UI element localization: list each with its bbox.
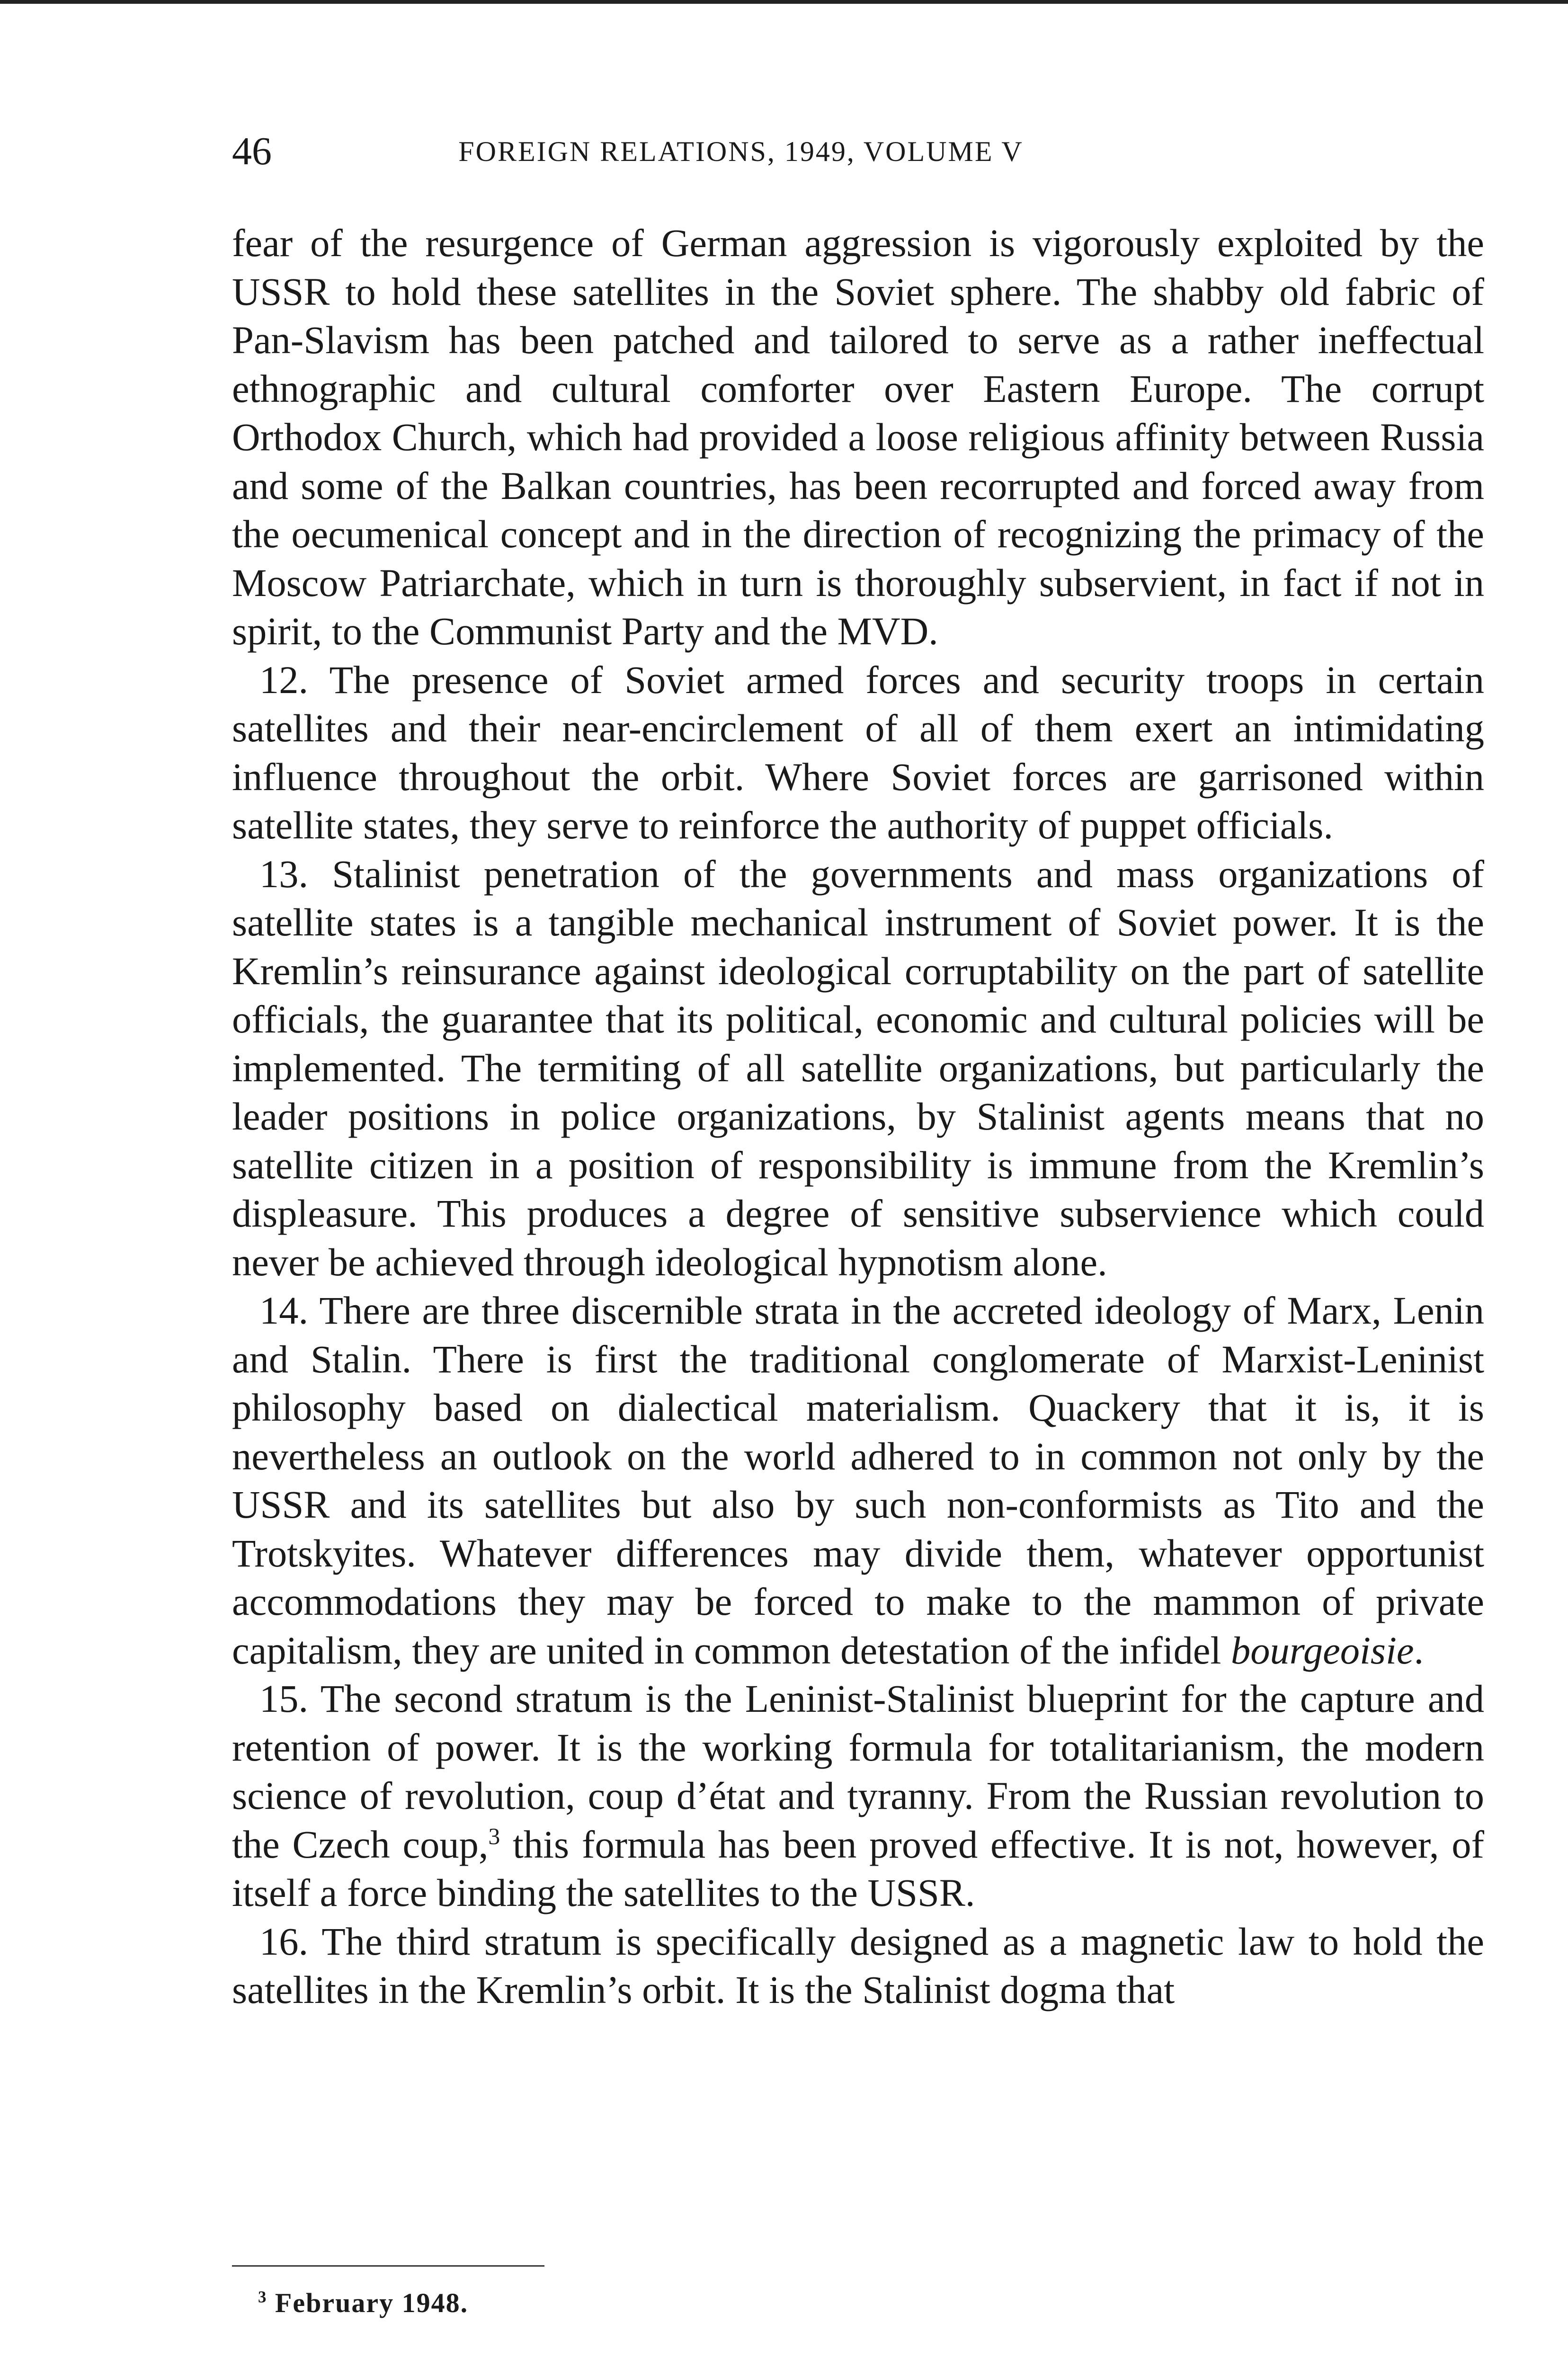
- paragraph-15-text-a: 15. The second stratum is the Leninist-Stalinist blueprint for the capture and retention of power. It is the working formula for totalitarianism, the modern science of revolution, coup d’état and tyranny. From the Russian revolution to the Czech coup,: [232, 1677, 1484, 1866]
- running-title: FOREIGN RELATIONS, 1949, VOLUME V: [458, 136, 1024, 167]
- paragraph-12: 12. The presence of Soviet armed forces and security troops in certain satellites and their near-encirclement of all of them exert an intimidating influence throughout the orbit. Where Soviet forces are garrisoned within satellite states, they serve to reinforce the authority of puppet officials.: [232, 658, 1484, 847]
- paragraph-14: [232, 1286, 1484, 1674]
- body-text: [232, 219, 1484, 2014]
- paragraph-14-text: 14. There are three discernible strata in the accreted ideology of Marx, Lenin and Stalin. There is first the traditional conglomerate of Marxist-Leninist philosophy based on dialectical materialism. Quackery that it is, it is nevertheless an outlook on the world adhered to in common not only by the USSR and its satellites but also by such non-conformists as Tito and the Trotskyites. Whatever differences may divide them, whatever opportunist accommodations they may be forced to make to the mammon of private capitalism, they are united in common detestation of the infidel: [232, 1289, 1484, 1672]
- paragraph-continued: fear of the resurgence of German aggression is vigorously exploited by the USSR to hold these satellites in the Soviet sphere. The shabby old fabric of Pan-Slavism has been patched and tailored to serve as a rather ineffectual ethnographic and cultural comforter over Eastern Europe. The corrupt Orthodox Church, which had provided a loose religious affinity between Russia and some of the Balkan countries, has been recorrupted and forced away from the oecumenical concept and in the direction of recognizing the primacy of the Moscow Patriarchate, which in turn is thoroughly subservient, in fact if not in spirit, to the Communist Party and the MVD.: [232, 221, 1484, 653]
- footnote: [258, 2284, 468, 2322]
- footnote-marker: 3: [258, 2287, 267, 2306]
- paragraph-15: [232, 1674, 1484, 1917]
- footnote-text: February 1948.: [267, 2287, 469, 2318]
- paragraph-14-italic-term: bourgeoisie: [1231, 1628, 1414, 1672]
- paragraph-13: 13. Stalinist penetration of the governments and mass organizations of satellite states is a tangible mechanical instrument of Soviet power. It is the Kremlin’s reinsurance against ideological corruptability on the part of satellite officials, the guarantee that its political, economic and cultural policies will be implemented. The termiting of all satellite organizations, but particularly the leader positions in police organizations, by Stalinist agents means that no satellite citizen in a position of responsibility is immune from the Kremlin’s displeasure. This produces a degree of sensitive subservience which could never be achieved through ideological hypnotism alone.: [232, 852, 1484, 1284]
- running-head: [232, 128, 1250, 175]
- footnote-reference[interactable]: 3: [488, 1823, 500, 1849]
- paragraph-15-text-b: this formula has been proved effective. It is not, however, of itself a force binding the satellites to the USSR.: [232, 1822, 1484, 1914]
- footnote-rule: [232, 2265, 544, 2267]
- paragraph-14-end: .: [1414, 1628, 1424, 1672]
- paragraph-16: 16. The third stratum is specifically designed as a magnetic law to hold the satellites in the Kremlin’s orbit. It is the Stalinist dogma that: [232, 1919, 1484, 2011]
- top-rule: [0, 0, 1568, 4]
- page-number: 46: [232, 129, 272, 173]
